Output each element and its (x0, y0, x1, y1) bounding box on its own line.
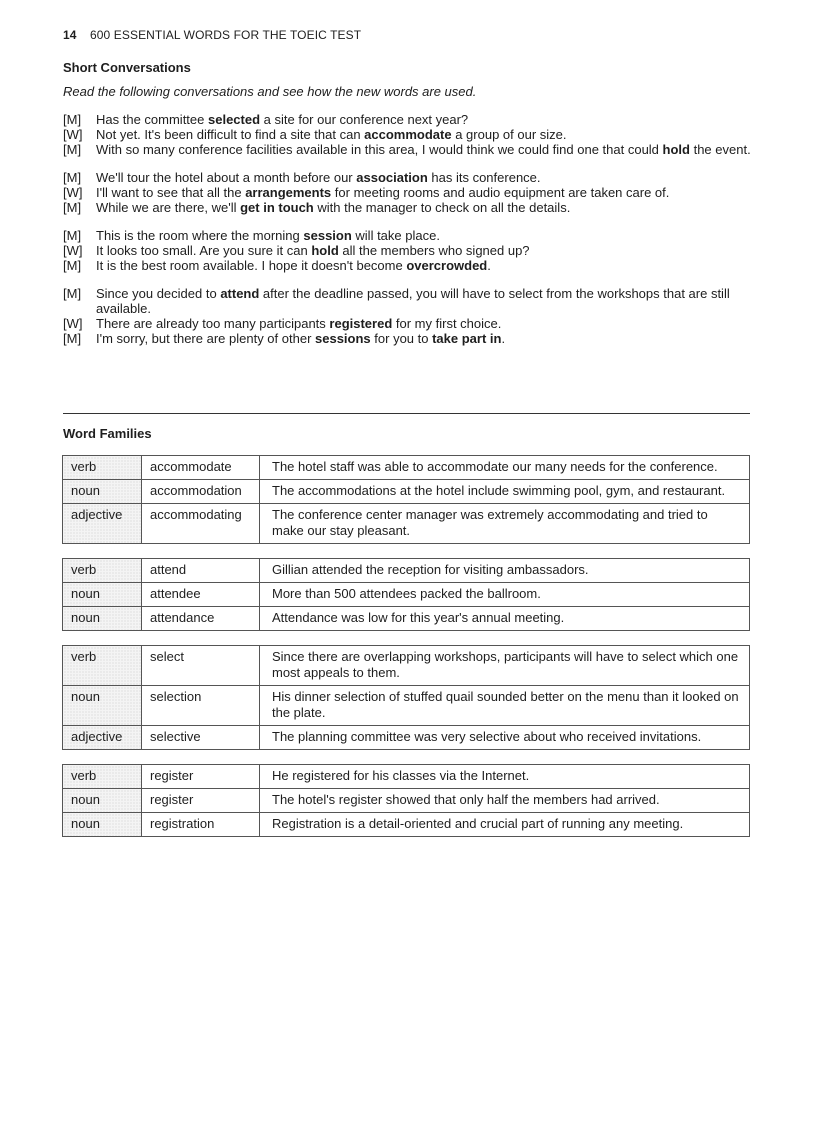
conversation-text (96, 185, 753, 200)
conversation-line (63, 316, 753, 331)
word-families-title: Word Families (63, 426, 152, 441)
table-row (63, 456, 750, 480)
speaker-label: [M] (63, 286, 82, 301)
example-sentence-cell: The conference center manager was extremely accommodating and tried to make our stay pleasant. (260, 504, 750, 544)
text-segment: has its conference. (427, 170, 541, 185)
example-sentence-cell: Since there are overlapping workshops, participants will have to select which one most appeals to them. (260, 646, 750, 686)
instructions: Read the following conversations and see how the new words are used. (63, 84, 477, 99)
word-cell: accommodation (142, 480, 260, 504)
part-of-speech-cell: noun (63, 607, 142, 631)
conversations (63, 112, 753, 359)
word-cell: register (142, 765, 260, 789)
text-segment: There are already too many participants (96, 316, 330, 331)
speaker-label: [M] (63, 142, 82, 157)
word-cell: accommodate (142, 456, 260, 480)
conversation-text (96, 127, 753, 142)
vocabulary-word: sessions (315, 331, 371, 346)
conversation-group (63, 170, 753, 215)
text-segment: Since you decided to (96, 286, 221, 301)
speaker-label: [M] (63, 228, 82, 243)
example-sentence-cell: More than 500 attendees packed the ballroom. (260, 583, 750, 607)
vocabulary-word: take part in (432, 331, 502, 346)
table-row (63, 504, 750, 544)
conversation-line (63, 170, 753, 185)
vocabulary-word: accommodate (364, 127, 452, 142)
table-row (63, 765, 750, 789)
example-sentence-cell: The planning committee was very selective about who received invitations. (260, 726, 750, 750)
page-header (63, 28, 361, 42)
conversation-text (96, 200, 753, 215)
conversation-text (96, 112, 753, 127)
conversation-text (96, 170, 753, 185)
example-sentence-cell: Gillian attended the reception for visiting ambassadors. (260, 559, 750, 583)
text-segment: Not yet. It's been difficult to find a site that can (96, 127, 365, 142)
vocabulary-word: registered (329, 316, 393, 331)
conversation-line (63, 243, 753, 258)
part-of-speech-cell: verb (63, 646, 142, 686)
text-segment: with the manager to check on all the details. (313, 200, 571, 215)
speaker-label: [M] (63, 170, 82, 185)
conversation-group (63, 286, 753, 346)
table-row (63, 607, 750, 631)
speaker-label: [W] (63, 316, 83, 331)
conversation-line (63, 112, 753, 127)
word-family-table (62, 764, 750, 837)
text-segment: a group of our size. (451, 127, 567, 142)
page-number: 14 (63, 28, 77, 42)
text-segment: a site for our conference next year? (260, 112, 469, 127)
speaker-label: [W] (63, 185, 83, 200)
word-cell: attend (142, 559, 260, 583)
part-of-speech-cell: verb (63, 456, 142, 480)
word-cell: attendance (142, 607, 260, 631)
vocabulary-word: session (303, 228, 352, 243)
speaker-label: [M] (63, 331, 82, 346)
word-family-table (62, 645, 750, 750)
conversation-line (63, 142, 753, 157)
vocabulary-word: overcrowded (406, 258, 488, 273)
part-of-speech-cell: noun (63, 813, 142, 837)
text-segment: after the deadline passed, you will have to select from the workshops that are still available. (96, 286, 730, 316)
conversation-text (96, 243, 753, 258)
word-families (62, 455, 750, 851)
part-of-speech-cell: noun (63, 583, 142, 607)
conversation-line (63, 331, 753, 346)
text-segment: . (487, 258, 491, 273)
conversation-group (63, 228, 753, 273)
vocabulary-word: arrangements (245, 185, 332, 200)
text-segment: It is the best room available. I hope it doesn't become (96, 258, 407, 273)
vocabulary-word: association (356, 170, 428, 185)
part-of-speech-cell: adjective (63, 726, 142, 750)
table-row (63, 686, 750, 726)
word-cell: register (142, 789, 260, 813)
short-conversations-title: Short Conversations (63, 60, 191, 75)
vocabulary-word: selected (208, 112, 261, 127)
table-row (63, 559, 750, 583)
word-cell: registration (142, 813, 260, 837)
conversation-line (63, 200, 753, 215)
speaker-label: [W] (63, 243, 83, 258)
vocabulary-word: hold (311, 243, 339, 258)
table-row (63, 726, 750, 750)
vocabulary-word: hold (662, 142, 690, 157)
speaker-label: [W] (63, 127, 83, 142)
text-segment: for meeting rooms and audio equipment are taken care of. (331, 185, 670, 200)
speaker-label: [M] (63, 200, 82, 215)
speaker-label: [M] (63, 258, 82, 273)
word-cell: selection (142, 686, 260, 726)
word-cell: accommodating (142, 504, 260, 544)
conversation-text (96, 228, 753, 243)
part-of-speech-cell: adjective (63, 504, 142, 544)
word-family-table (62, 455, 750, 544)
book-title: 600 ESSENTIAL WORDS FOR THE TOEIC TEST (90, 28, 362, 42)
text-segment: I'm sorry, but there are plenty of other (96, 331, 316, 346)
example-sentence-cell: His dinner selection of stuffed quail sounded better on the menu than it looked on the plate. (260, 686, 750, 726)
table-row (63, 813, 750, 837)
conversation-text (96, 331, 753, 346)
table-row (63, 480, 750, 504)
text-segment: all the members who signed up? (338, 243, 530, 258)
vocabulary-word: attend (220, 286, 260, 301)
text-segment: for my first choice. (392, 316, 502, 331)
conversation-line (63, 228, 753, 243)
example-sentence-cell: The accommodations at the hotel include swimming pool, gym, and restaurant. (260, 480, 750, 504)
conversation-line (63, 258, 753, 273)
example-sentence-cell: The hotel's register showed that only half the members had arrived. (260, 789, 750, 813)
part-of-speech-cell: noun (63, 686, 142, 726)
part-of-speech-cell: noun (63, 480, 142, 504)
section-divider (63, 413, 750, 414)
conversation-text (96, 316, 753, 331)
text-segment: We'll tour the hotel about a month before our (96, 170, 357, 185)
text-segment: While we are there, we'll (96, 200, 241, 215)
word-cell: select (142, 646, 260, 686)
text-segment: Has the committee (96, 112, 208, 127)
part-of-speech-cell: noun (63, 789, 142, 813)
text-segment: the event. (689, 142, 751, 157)
word-family-table (62, 558, 750, 631)
conversation-line (63, 286, 753, 316)
word-cell: attendee (142, 583, 260, 607)
table-row (63, 646, 750, 686)
conversation-text (96, 258, 753, 273)
part-of-speech-cell: verb (63, 559, 142, 583)
text-segment: It looks too small. Are you sure it can (96, 243, 312, 258)
speaker-label: [M] (63, 112, 82, 127)
text-segment: I'll want to see that all the (96, 185, 246, 200)
example-sentence-cell: Attendance was low for this year's annual meeting. (260, 607, 750, 631)
conversation-group (63, 112, 753, 157)
text-segment: . (501, 331, 506, 346)
text-segment: With so many conference facilities available in this area, I would think we could find one that could (96, 142, 663, 157)
text-segment: This is the room where the morning (96, 228, 304, 243)
table-row (63, 789, 750, 813)
conversation-line (63, 127, 753, 142)
vocabulary-word: get in touch (240, 200, 314, 215)
example-sentence-cell: Registration is a detail-oriented and crucial part of running any meeting. (260, 813, 750, 837)
part-of-speech-cell: verb (63, 765, 142, 789)
conversation-line (63, 185, 753, 200)
example-sentence-cell: He registered for his classes via the Internet. (260, 765, 750, 789)
word-cell: selective (142, 726, 260, 750)
example-sentence-cell: The hotel staff was able to accommodate our many needs for the conference. (260, 456, 750, 480)
text-segment: will take place. (351, 228, 440, 243)
conversation-text (96, 286, 753, 316)
text-segment: for you to (370, 331, 433, 346)
table-row (63, 583, 750, 607)
conversation-text (96, 142, 753, 157)
